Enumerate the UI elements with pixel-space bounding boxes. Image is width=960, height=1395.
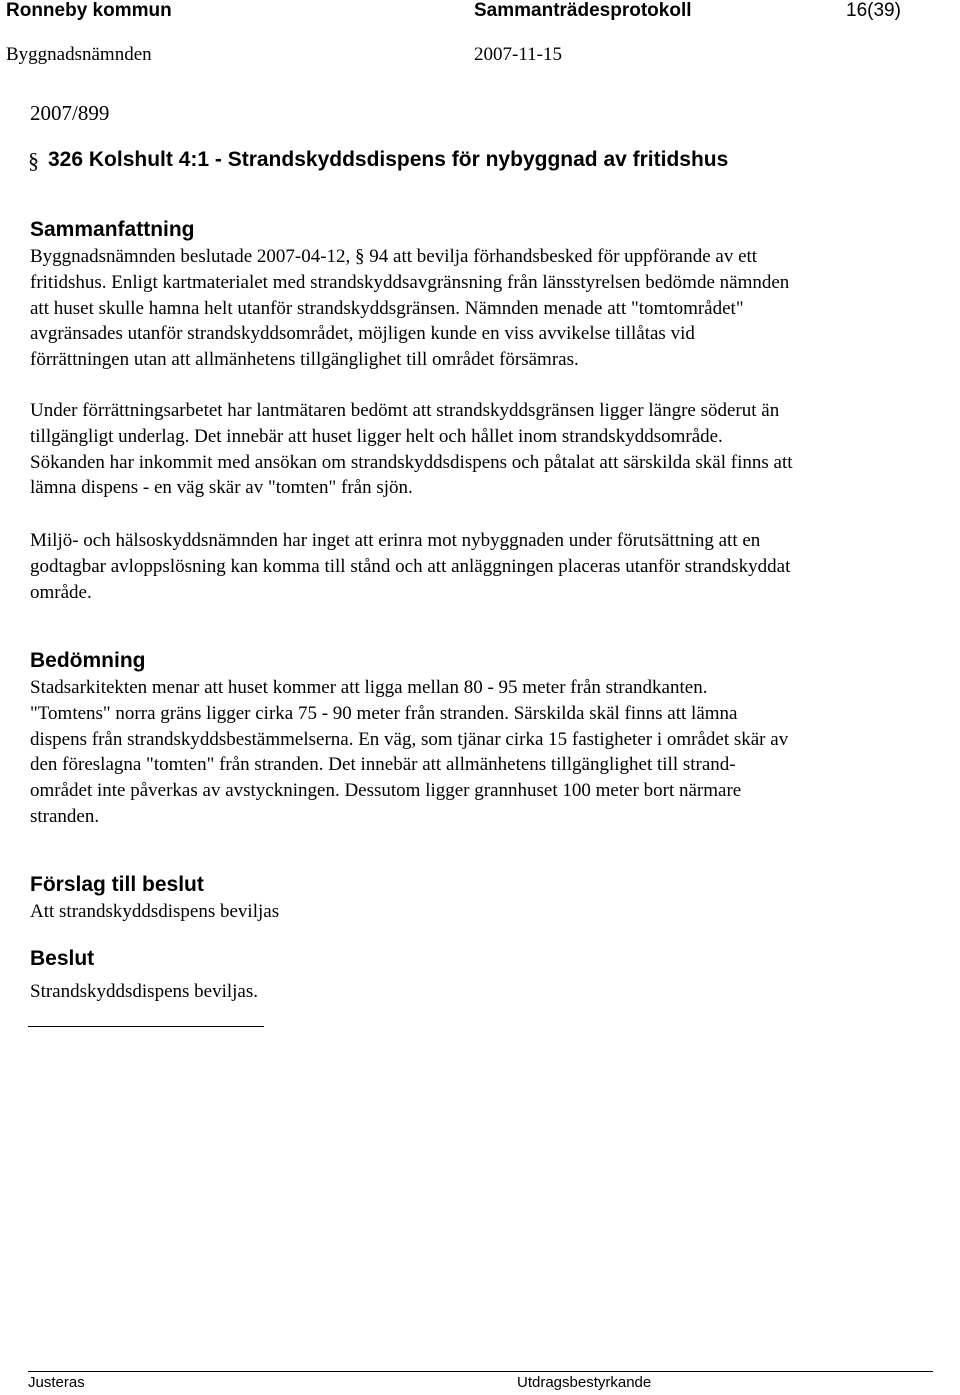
heading-forslag: Förslag till beslut xyxy=(30,873,204,896)
doc-type: Sammanträdesprotokoll xyxy=(474,0,692,21)
text-line: den föreslagna "tomten" från stranden. Det innebär att allmänhetens tillgänglighet till strand- xyxy=(30,754,736,776)
text-line: Byggnadsnämnden beslutade 2007-04-12, § 94 att bevilja förhandsbesked för uppförande av ett xyxy=(30,246,758,267)
case-number: 2007/899 xyxy=(30,101,110,125)
paragraph-bedomning xyxy=(30,675,935,830)
heading-beslut: Beslut xyxy=(30,947,95,970)
committee-name: Byggnadsnämnden xyxy=(6,44,152,65)
text-line: förrättningen utan att allmänhetens tillgänglighet till området försämras. xyxy=(30,349,579,371)
paragraph-sammanfattning-3 xyxy=(30,528,935,605)
paragraph-forslag xyxy=(30,899,935,925)
section-sign: § xyxy=(28,148,39,173)
case-title: 326 Kolshult 4:1 - Strandskyddsdispens för nybyggnad av fritidshus xyxy=(48,148,729,171)
end-rule xyxy=(28,1026,264,1027)
footer-justeras: Justeras xyxy=(28,1374,85,1391)
text-line: godtagbar avloppslösning kan komma till stånd och att anläggningen placeras utanför strandskyddat xyxy=(30,555,791,577)
text-line: Stadsarkitekten menar att huset kommer att ligga mellan 80 - 95 meter från strandkanten. xyxy=(30,677,708,698)
page-number: 16(39) xyxy=(846,0,901,21)
text-line: område. xyxy=(30,581,92,603)
org-name: Ronneby kommun xyxy=(6,0,172,21)
text-line: dispens från strandskyddsbestämmelserna. En väg, som tjänar cirka 15 fastigheter i området skär av xyxy=(30,728,789,750)
footer-rule xyxy=(28,1371,933,1372)
text-line: Strandskyddsdispens beviljas. xyxy=(30,981,258,1002)
text-line: Sökanden har inkommit med ansökan om strandskyddsdispens och påtalat att särskilda skäl finns att xyxy=(30,451,793,473)
heading-sammanfattning: Sammanfattning xyxy=(30,218,195,241)
text-line: området inte påverkas av avstyckningen. Dessutom ligger grannhuset 100 meter bort närmare xyxy=(30,780,742,802)
text-line: avgränsades utanför strandskyddsområdet, möjligen kunde en viss avvikelse tillåtas vid xyxy=(30,323,695,345)
text-line: "Tomtens" norra gräns ligger cirka 75 - 90 meter från stranden. Särskilda skäl finns att lämna xyxy=(30,702,738,724)
text-line: att huset skulle hamna helt utanför strandskyddsgränsen. Nämnden menade att "tomtområdet" xyxy=(30,297,744,319)
text-line: lämna dispens - en väg skär av "tomten" från sjön. xyxy=(30,477,413,499)
text-line: Miljö- och hälsoskyddsnämnden har inget att erinra mot nybyggnaden under förutsättning att en xyxy=(30,530,761,551)
text-line: Under förrättningsarbetet har lantmätaren bedömt att strandskyddsgränsen ligger längre söderut än xyxy=(30,400,780,421)
footer-utdragsbestyrkande: Utdragsbestyrkande xyxy=(517,1374,652,1391)
text-line: stranden. xyxy=(30,805,100,827)
heading-bedomning: Bedömning xyxy=(30,649,146,672)
text-line: tillgängligt underlag. Det innebär att huset ligger helt och hållet inom strandskyddsområde. xyxy=(30,425,723,447)
paragraph-sammanfattning-2 xyxy=(30,398,935,501)
text-line: fritidshus. Enligt kartmaterialet med strandskyddsavgränsning från länsstyrelsen bedömde nämnden xyxy=(30,271,790,293)
paragraph-beslut xyxy=(30,979,935,1005)
paragraph-sammanfattning-1 xyxy=(30,244,935,373)
meeting-date: 2007-11-15 xyxy=(474,44,562,65)
text-line: Att strandskyddsdispens beviljas xyxy=(30,901,280,922)
